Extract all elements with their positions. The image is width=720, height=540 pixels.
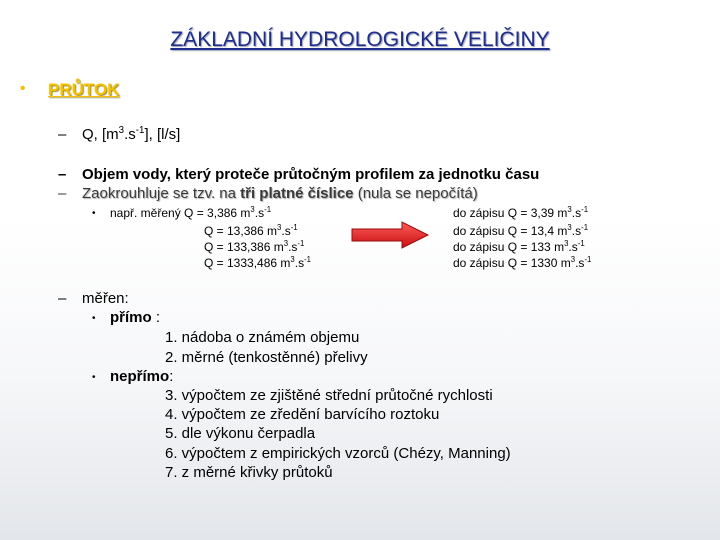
dash-marker: – <box>58 126 67 143</box>
indirect-bullet-dot: • <box>92 372 96 383</box>
example-left-row: Q = 1333,486 $m^3.s^{-1}$ <box>204 255 312 270</box>
indirect-item: 7. z měrné křivky průtoků <box>165 464 333 481</box>
example-left-row: např. měřený Q = 3,386 $m^3.s^{-1}$ <box>110 205 272 220</box>
indirect-item: 5. dle výkonu čerpadla <box>165 425 316 442</box>
measured-label: měřen: <box>82 290 129 307</box>
indirect-item: 3. výpočtem ze zjištěné střední průtočné rychlosti <box>165 387 493 404</box>
direct-item: 1. nádoba o známém objemu <box>165 329 360 346</box>
example-left-row: Q = 133,386 $m^3.s^{-1}$ <box>204 239 305 254</box>
rounding-emphasis: tři platné číslice <box>240 185 354 202</box>
direct-bullet-dot: • <box>92 313 96 324</box>
direct-label: přímo : <box>110 309 161 326</box>
units-line: Q, $[m^3.s^{-1}]$, [l/s] <box>82 125 181 143</box>
right-arrow-icon <box>350 220 430 250</box>
definition-line: Objem vody, který proteče průtočným profilem za jednotku času <box>82 166 540 183</box>
example-right-row: do zápisu Q = 133 $m^3.s^{-1}$ <box>453 239 585 254</box>
example-bullet-dot: • <box>92 208 96 219</box>
main-bullet-dot: • <box>20 80 26 97</box>
rounding-line: Zaokrouhluje se tzv. na tři platné číslice (nula se nepočítá) <box>82 185 478 202</box>
indirect-item: 4. výpočtem ze zředění barvícího roztoku <box>165 406 440 423</box>
slide-title: ZÁKLADNÍ HYDROLOGICKÉ VELIČINY <box>170 28 550 51</box>
main-bullet-label: PRŮTOK <box>48 80 120 99</box>
dash-marker: – <box>58 290 67 307</box>
direct-item: 2. měrné (tenkostěnné) přelivy <box>165 349 368 366</box>
indirect-label: nepřímo: <box>110 368 174 385</box>
example-right-row: do zápisu Q = 13,4 $m^3.s^{-1}$ <box>453 223 589 238</box>
indirect-item: 6. výpočtem z empirických vzorců (Chézy, Manning) <box>165 445 511 462</box>
example-left-row: Q = 13,386 $m^3.s^{-1}$ <box>204 223 298 238</box>
example-right-row: do zápisu Q = 3,39 $m^3.s^{-1}$ <box>453 205 589 220</box>
dash-marker: – <box>58 166 67 183</box>
example-right-row: do zápisu Q = 1330 $m^3.s^{-1}$ <box>453 255 592 270</box>
dash-marker: – <box>58 185 67 202</box>
